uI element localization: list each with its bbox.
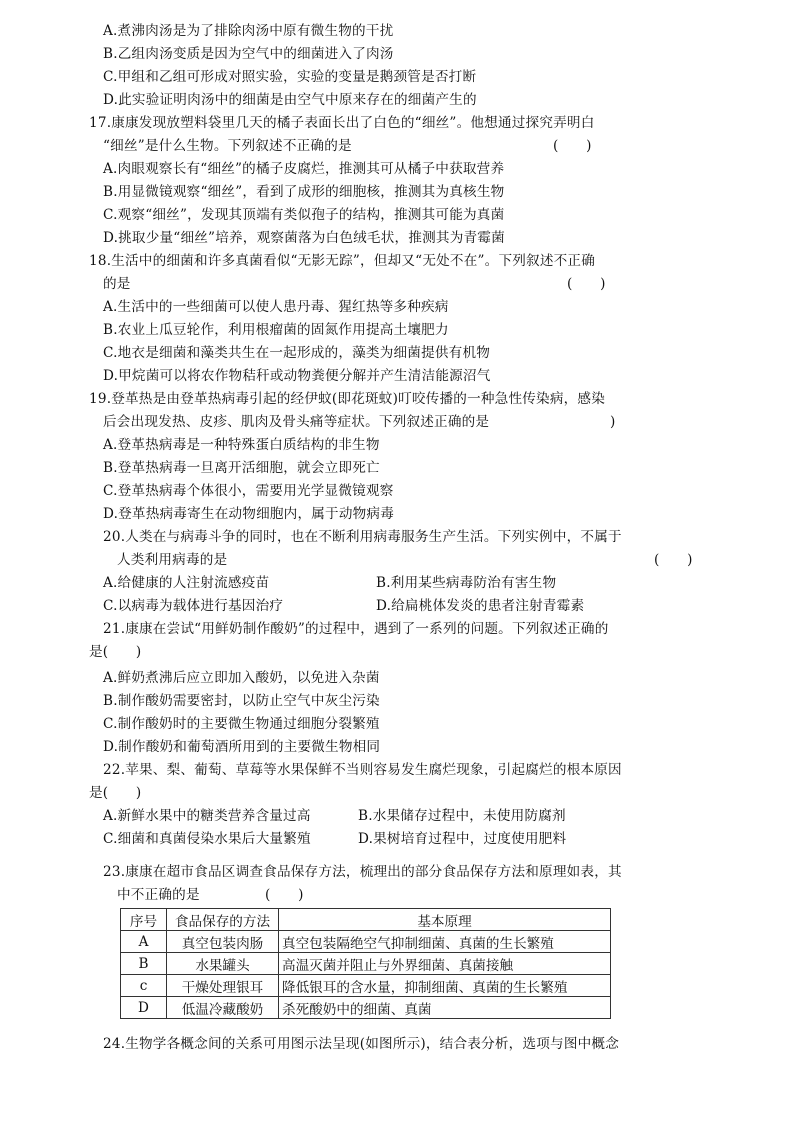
table-header-cell: 序号: [121, 909, 167, 931]
q20-stem-line2: 人类利用病毒的是: [117, 552, 228, 568]
q16-option-b: B.乙组肉汤变质是因为空气中的细菌进入了肉汤: [103, 46, 394, 62]
q22-stem-line2: 是( ): [89, 785, 142, 801]
q20-option-c: C.以病毒为载体进行基因治疗: [103, 598, 284, 614]
table-cell: 真空包装隔绝空气抑制细菌、真菌的生长繁殖: [279, 931, 611, 953]
table-cell: 降低银耳的含水量，抑制细菌、真菌的生长繁殖: [279, 975, 611, 997]
q20-stem-line1: 20.人类在与病毒斗争的同时，也在不断利用病毒服务生产生活。下列实例中，不属于: [103, 529, 622, 545]
food-preservation-table: [120, 908, 611, 1019]
table-row: [121, 975, 611, 997]
table-cell: 干燥处理银耳: [167, 975, 279, 997]
q17-stem-line2: “细丝”是什么生物。下列叙述不正确的是: [103, 138, 352, 154]
q21-option-c: C.制作酸奶时的主要微生物通过细胞分裂繁殖: [103, 716, 380, 732]
q21-option-b: B.制作酸奶需要密封，以防止空气中灰尘污染: [103, 693, 380, 709]
q24-stem-line1: 24.生物学各概念间的关系可用图示法呈现(如图所示)，结合表分析，选项与图中概念: [103, 1036, 620, 1052]
table-row: [121, 953, 611, 975]
q16-option-c: C.甲组和乙组可形成对照实验，实验的变量是鹅颈管是否打断: [103, 69, 477, 85]
q20-option-d: D.给扁桃体发炎的患者注射青霉素: [376, 598, 585, 614]
q17-stem-line1: 17.康康发现放塑料袋里几天的橘子表面长出了白色的“细丝”。他想通过探究弄明白: [89, 115, 595, 131]
q23-stem-line1: 23.康康在超市食品区调查食品保存方法，梳理出的部分食品保存方法和原理如表，其: [103, 864, 622, 880]
q22-option-d: D.果树培育过程中，过度使用肥料: [358, 831, 567, 847]
q18-answer-bracket: ( ): [567, 276, 606, 292]
q23-answer-bracket: ( ): [265, 887, 304, 903]
q17-option-c: C.观察“细丝”，发现其顶端有类似孢子的结构，推测其可能为真菌: [103, 207, 505, 223]
q19-stem-line2: 后会出现发热、皮疹、肌肉及骨头痛等症状。下列叙述正确的是: [103, 414, 490, 430]
table-cell: 杀死酸奶中的细菌、真菌: [279, 997, 611, 1019]
table-cell: 水果罐头: [167, 953, 279, 975]
q20-answer-bracket: ( ): [654, 552, 693, 568]
q21-stem-line2: 是( ): [89, 644, 142, 660]
q18-stem-line1: 18.生活中的细菌和许多真菌看似“无影无踪”，但却又“无处不在”。下列叙述不正确: [89, 253, 596, 269]
table-row: [121, 997, 611, 1019]
table-cell: A: [121, 931, 167, 953]
q19-option-b: B.登革热病毒一旦离开活细胞，就会立即死亡: [103, 460, 380, 476]
table-cell: D: [121, 997, 167, 1019]
table-row: [121, 931, 611, 953]
q16-option-d: D.此实验证明肉汤中的细菌是由空气中原来存在的细菌产生的: [103, 92, 477, 108]
q19-answer-bracket: ): [610, 414, 616, 430]
q18-option-c: C.地衣是细菌和藻类共生在一起形成的，藻类为细菌提供有机物: [103, 345, 491, 361]
q21-option-d: D.制作酸奶和葡萄酒所用到的主要微生物相同: [103, 739, 381, 755]
q18-option-d: D.甲烷菌可以将农作物秸秆或动物粪便分解并产生清洁能源沼气: [103, 368, 491, 384]
q22-option-c: C.细菌和真菌侵染水果后大量繁殖: [103, 831, 311, 847]
q23-stem-line2: 中不正确的是: [117, 887, 200, 903]
q20-option-a: A.给健康的人注射流感疫苗: [103, 575, 270, 591]
q18-option-b: B.农业上瓜豆轮作，利用根瘤菌的固氮作用提高土壤肥力: [103, 322, 449, 338]
q17-answer-bracket: ( ): [553, 138, 592, 154]
q19-option-c: C.登革热病毒个体很小，需要用光学显微镜观察: [103, 483, 394, 499]
table-header-cell: 基本原理: [279, 909, 611, 931]
q19-stem-line1: 19.登革热是由登革热病毒引起的经伊蚊(即花斑蚊)叮咬传播的一种急性传染病，感染: [89, 391, 606, 407]
table-header-cell: 食品保存的方法: [167, 909, 279, 931]
q22-option-b: B.水果储存过程中，未使用防腐剂: [358, 808, 566, 824]
table-cell: B: [121, 953, 167, 975]
table-header-row: [121, 909, 611, 931]
table-cell: 低温冷藏酸奶: [167, 997, 279, 1019]
q22-stem-line1: 22.苹果、梨、葡萄、草莓等水果保鲜不当则容易发生腐烂现象，引起腐烂的根本原因: [103, 762, 622, 778]
q20-option-b: B.利用某些病毒防治有害生物: [376, 575, 557, 591]
table-cell: 真空包装肉肠: [167, 931, 279, 953]
q19-option-d: D.登革热病毒寄生在动物细胞内，属于动物病毒: [103, 506, 395, 522]
q21-option-a: A.鲜奶煮沸后应立即加入酸奶，以免进入杂菌: [103, 670, 380, 686]
q21-stem-line1: 21.康康在尝试“用鲜奶制作酸奶”的过程中，遇到了一系列的问题。下列叙述正确的: [103, 621, 609, 637]
q17-option-d: D.挑取少量“细丝”培养，观察菌落为白色绒毛状，推测其为青霉菌: [103, 230, 505, 246]
table-cell: 高温灭菌并阻止与外界细菌、真菌接触: [279, 953, 611, 975]
q18-option-a: A.生活中的一些细菌可以使人患丹毒、猩红热等多种疾病: [103, 299, 449, 315]
q22-option-a: A.新鲜水果中的糖类营养含量过高: [103, 808, 311, 824]
table-cell: c: [121, 975, 167, 997]
q18-stem-line2: 的是: [103, 276, 131, 292]
q17-option-b: B.用显微镜观察“细丝”，看到了成形的细胞核，推测其为真核生物: [103, 184, 505, 200]
q19-option-a: A.登革热病毒是一种特殊蛋白质结构的非生物: [103, 437, 380, 453]
q17-option-a: A.肉眼观察长有“细丝”的橘子皮腐烂，推测其可从橘子中获取营养: [103, 161, 505, 177]
q16-option-a: A.煮沸肉汤是为了排除肉汤中原有微生物的干扰: [103, 23, 394, 39]
